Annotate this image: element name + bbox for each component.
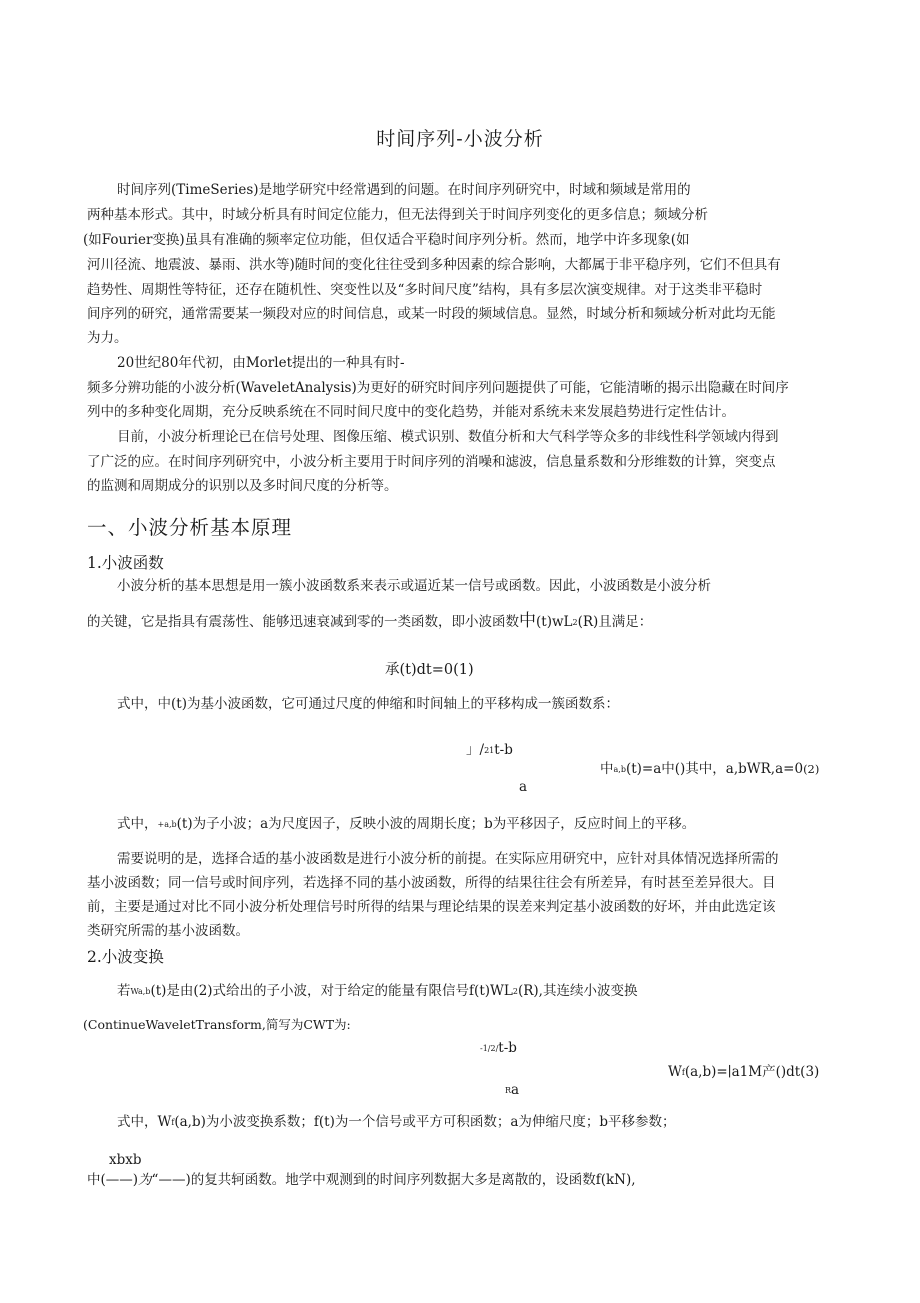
superscript: 2 — [512, 987, 518, 996]
text-run: (t)wL — [536, 614, 573, 630]
subscript: f — [681, 1068, 685, 1077]
text-run: 式中，W — [117, 1114, 172, 1130]
text-run: (t)为子小波；a为尺度因子，反映小波的周期长度；b为平移因子，反应时间上的平移。 — [176, 816, 696, 832]
text-run: 中(——) — [87, 1172, 139, 1188]
psi-symbol: 中 — [157, 696, 171, 712]
body-line: 类研究所需的基小波函数。 — [87, 923, 249, 939]
text-run: (t)是由(2)式给出的子小波，对于给定的能量有限信号f(t)WL — [150, 983, 513, 999]
intro-line: 列中的多种变化周期，充分反映系统在不同时间尺度中的变化趋势，并能对系统未来发展趋势进行定性估计。 — [87, 404, 735, 420]
intro-line: (如Fourier变换)虽具有准确的频率定位功能，但仅适合平稳时间序列分析。然而，地学中许多现象(如 — [83, 232, 690, 248]
page-title: 时间序列-小波分析 — [376, 128, 544, 150]
body-line — [117, 1113, 676, 1132]
text-run: (R),其连续小波变换 — [517, 983, 638, 999]
equation-2-numerator — [466, 738, 513, 758]
subsection-heading: 1.小波函数 — [87, 554, 164, 572]
text-run: “——)的复共轲函数。地学中观测到的时间序列数据大多是离散的，设函数f(kN), — [151, 1172, 636, 1188]
intro-line: 20世纪80年代初，由Morlet提出的一种具有时- — [117, 355, 405, 371]
text-run: 式中， — [117, 816, 158, 832]
body-line: 需要说明的是，选择合适的基小波函数是进行小波分析的前提。在实际应用研究中，应针对具体情况选择所需的 — [117, 851, 779, 867]
intro-line: 时间序列(TimeSeries)是地学研究中经常遇到的问题。在时间序列研究中，时域和频域是常用的 — [117, 182, 691, 198]
intro-line: 趋势性、周期性等特征，还存在随机性、突变性以及“多时间尺度”结构，具有多层次演变规律。对于这类非平稳时 — [87, 282, 763, 298]
equation-2-denominator: a — [519, 779, 528, 795]
text-run: t-b — [498, 1040, 517, 1056]
subscript: -1/2/ — [480, 1044, 499, 1053]
section-heading: 一、小波分析基本原理 — [87, 516, 293, 539]
subscript: +a,b — [157, 820, 177, 829]
text-run: (t)=a中()其中，a,bWR,a=0 — [625, 761, 804, 777]
text-run: 为 — [138, 1172, 152, 1188]
body-line — [117, 982, 637, 1001]
intro-line: 两种基本形式。其中，时域分析具有时间定位能力，但无法得到关于时间序列变化的更多信息；频域分析 — [87, 207, 708, 223]
intro-line: 间序列的研究，通常需要某一频段对应的时间信息，或某一时段的频域信息。显然，时域分析和频域分析对此均无能 — [87, 306, 776, 322]
text-run: t-b — [494, 742, 513, 758]
subscript: Wa,b — [130, 987, 151, 996]
body-line — [87, 612, 652, 632]
text-run: 的关键，它是指具有震荡性、能够迅速衰减到零的一类函数，即小波函数 — [87, 614, 519, 630]
text-run: W — [668, 1064, 682, 1080]
psi-symbol: 中 — [600, 761, 614, 777]
subscript: 21 — [484, 746, 495, 755]
intro-line: 的监测和周期成分的识别以及多时间尺度的分析等。 — [87, 478, 398, 494]
body-line — [87, 1171, 636, 1189]
equation-1: 承(t)dt=0(1) — [385, 662, 474, 678]
intro-line: 河川径流、地震波、暴雨、洪水等)随时间的变化往往受到多种因素的综合影响，大都属于非平稳序列，它们不但具有 — [87, 257, 781, 273]
body-line: 小波分析的基本思想是用一簇小波函数系来表示或逼近某一信号或函数。因此，小波函数是小波分析 — [117, 578, 711, 594]
text-run: a — [511, 1082, 520, 1098]
text-run: 若 — [117, 983, 131, 999]
text-run: 」/ — [466, 742, 485, 758]
psi-symbol: 中 — [519, 611, 536, 631]
body-line: (ContinueWaveletTransform,简写为CWT为: — [83, 1017, 351, 1032]
body-line — [117, 695, 619, 713]
equation-3-numerator — [480, 1040, 517, 1056]
equation-3-denominator — [505, 1082, 519, 1098]
fraction-numerator: xbxb — [109, 1152, 142, 1168]
text-run: (t)为基小波函数，它可通过尺度的伸缩和时间轴上的平移构成一簇函数系： — [171, 696, 619, 712]
intro-line: 频多分辨功能的小波分析(WaveletAnalysis)为更好的研究时间序列问题提供了可能，它能清晰的揭示出隐藏在时间序 — [87, 380, 789, 396]
text-run: (a,b)=∣a1M产()dt(3) — [684, 1064, 820, 1080]
equation-2-main — [600, 757, 819, 777]
text-run: 式中， — [117, 696, 158, 712]
intro-line: 目前，小波分析理论已在信号处理、图像压缩、模式识别、数值分析和大气科学等众多的非线性科学领域内得到 — [117, 429, 779, 445]
equation-3-main — [668, 1060, 819, 1080]
subscript: R — [505, 1086, 512, 1095]
body-line: 基小波函数；同一信号或时间序列，若选择不同的基小波函数，所得的结果往往会有所差异，有时甚至差异很大。目 — [87, 875, 776, 891]
text-run: (R)且满足： — [577, 614, 653, 630]
intro-line: 为力。 — [87, 330, 128, 346]
subscript: f — [171, 1118, 175, 1127]
equation-number: (2) — [803, 762, 820, 776]
body-line — [117, 815, 695, 834]
subsection-heading: 2.小波变换 — [87, 948, 164, 966]
text-run: (a,b)为小波变换系数；f(t)为一个信号或平方可积函数；a为伸缩尺度；b平移参数； — [174, 1114, 676, 1130]
superscript: 2 — [572, 618, 578, 627]
subscript: a,b — [613, 765, 626, 774]
intro-line: 了广泛的应。在时间序列研究中，小波分析主要用于时间序列的消噪和滤波，信息量系数和分形维数的计算，突变点 — [87, 454, 776, 470]
body-line: 前，主要是通过对比不同小波分析处理信号时所得的结果与理论结果的误差来判定基小波函数的好坏，并由此选定该 — [87, 899, 776, 915]
